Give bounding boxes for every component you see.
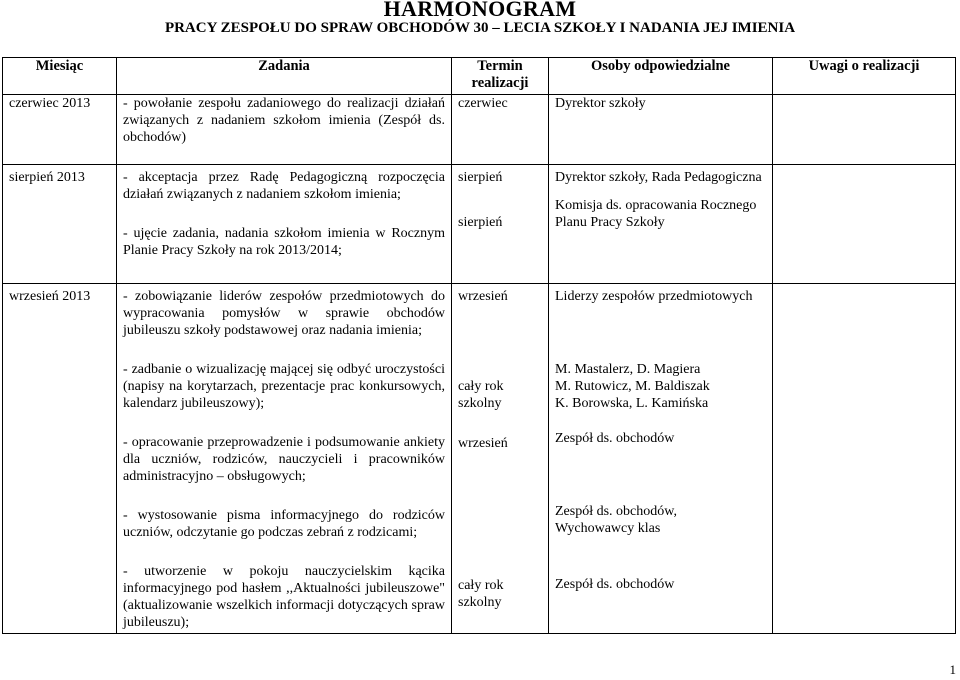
term-item: czerwiec bbox=[458, 96, 508, 111]
term-item: wrzesień bbox=[458, 289, 508, 304]
column-header-persons: Osoby odpowiedzialne bbox=[549, 58, 773, 95]
table-header-row bbox=[3, 58, 956, 95]
month-cell: wrzesień 2013 bbox=[3, 284, 117, 634]
person-item: Dyrektor szkoły bbox=[555, 96, 646, 111]
term-item: szkolny bbox=[458, 595, 502, 610]
term-cell bbox=[452, 95, 549, 165]
person-item: Zespół ds. obchodów bbox=[555, 431, 675, 446]
term-item: wrzesień bbox=[458, 436, 508, 451]
person-item: Liderzy zespołów przedmiotowych bbox=[555, 289, 753, 304]
document-subtitle: PRACY ZESPOŁU DO SPRAW OBCHODÓW 30 – LECIA SZKOŁY I NADANIA JEJ IMIENIA bbox=[164, 20, 796, 36]
table-row bbox=[3, 95, 956, 165]
term-item: szkolny bbox=[458, 396, 502, 411]
table-row bbox=[3, 165, 956, 284]
column-header-term-line2: realizacji bbox=[471, 75, 529, 91]
persons-cell bbox=[549, 165, 773, 284]
person-item: K. Borowska, L. Kamińska bbox=[555, 396, 709, 411]
term-item: sierpień bbox=[458, 170, 503, 185]
task-item: - ujęcie zadania, nadania szkołom imienia w Rocznym Planie Pracy Szkoły na rok 2013/2014; bbox=[123, 226, 445, 258]
persons-cell bbox=[549, 284, 773, 634]
column-header-month: Miesiąc bbox=[3, 58, 117, 95]
person-item: M. Mastalerz, D. Magiera bbox=[555, 362, 701, 377]
task-item: - utworzenie w pokoju nauczycielskim kącika informacyjnego pod hasłem ,,Aktualności jubileuszowe" (aktualizowanie wszelkich informacji dotyczących spraw jubileuszu); bbox=[123, 564, 445, 630]
column-header-tasks: Zadania bbox=[117, 58, 452, 95]
month-cell: sierpień 2013 bbox=[3, 165, 117, 284]
column-header-term bbox=[452, 58, 549, 95]
task-item: - akceptacja przez Radę Pedagogiczną rozpoczęcia działań związanych z nadaniem szkołom imienia; bbox=[123, 170, 445, 202]
table-row bbox=[3, 284, 956, 634]
person-item: Zespół ds. obchodów bbox=[555, 577, 675, 592]
tasks-cell bbox=[117, 284, 452, 634]
person-item: Zespół ds. obchodów, bbox=[555, 504, 677, 519]
notes-cell bbox=[773, 165, 956, 284]
notes-cell bbox=[773, 284, 956, 634]
person-item: M. Rutowicz, M. Baldiszak bbox=[555, 379, 710, 394]
document-title: HARMONOGRAM bbox=[383, 0, 577, 21]
tasks-cell bbox=[117, 165, 452, 284]
task-item: - opracowanie przeprowadzenie i podsumowanie ankiety dla uczniów, rodziców, nauczycieli i pracowników administracyjno – obsługowych; bbox=[123, 435, 445, 484]
task-item: - wystosowanie pisma informacyjnego do rodziców uczniów, odczytanie go podczas zebrań z rodzicami; bbox=[123, 508, 445, 540]
person-item: Komisja ds. opracowania Rocznego Planu Pracy Szkoły bbox=[555, 198, 757, 230]
person-item: Wychowawcy klas bbox=[555, 521, 661, 536]
notes-cell bbox=[773, 95, 956, 165]
term-item: cały rok bbox=[458, 578, 504, 593]
term-item: sierpień bbox=[458, 215, 503, 230]
column-header-notes: Uwagi o realizacji bbox=[773, 58, 956, 95]
term-cell bbox=[452, 284, 549, 634]
page-number: 1 bbox=[949, 662, 956, 677]
person-item: Dyrektor szkoły, Rada Pedagogiczna bbox=[555, 170, 762, 185]
task-item: - zadbanie o wizualizację mającej się odbyć uroczystości (napisy na korytarzach, prezentacje prac konkursowych, kalendarz jubileuszowy); bbox=[123, 362, 445, 411]
task-item: - zobowiązanie liderów zespołów przedmiotowych do wypracowania pomysłów w sprawie obchodów jubileuszu szkoły podstawowej oraz nadania imienia; bbox=[123, 289, 445, 338]
term-item: cały rok bbox=[458, 379, 504, 394]
persons-cell bbox=[549, 95, 773, 165]
month-cell: czerwiec 2013 bbox=[3, 95, 117, 165]
term-cell bbox=[452, 165, 549, 284]
task-item: - powołanie zespołu zadaniowego do realizacji działań związanych z nadaniem szkołom imienia (Zespół ds. obchodów) bbox=[123, 96, 445, 145]
column-header-term-line1: Termin bbox=[477, 58, 523, 74]
schedule-table bbox=[2, 57, 956, 634]
tasks-cell bbox=[117, 95, 452, 165]
